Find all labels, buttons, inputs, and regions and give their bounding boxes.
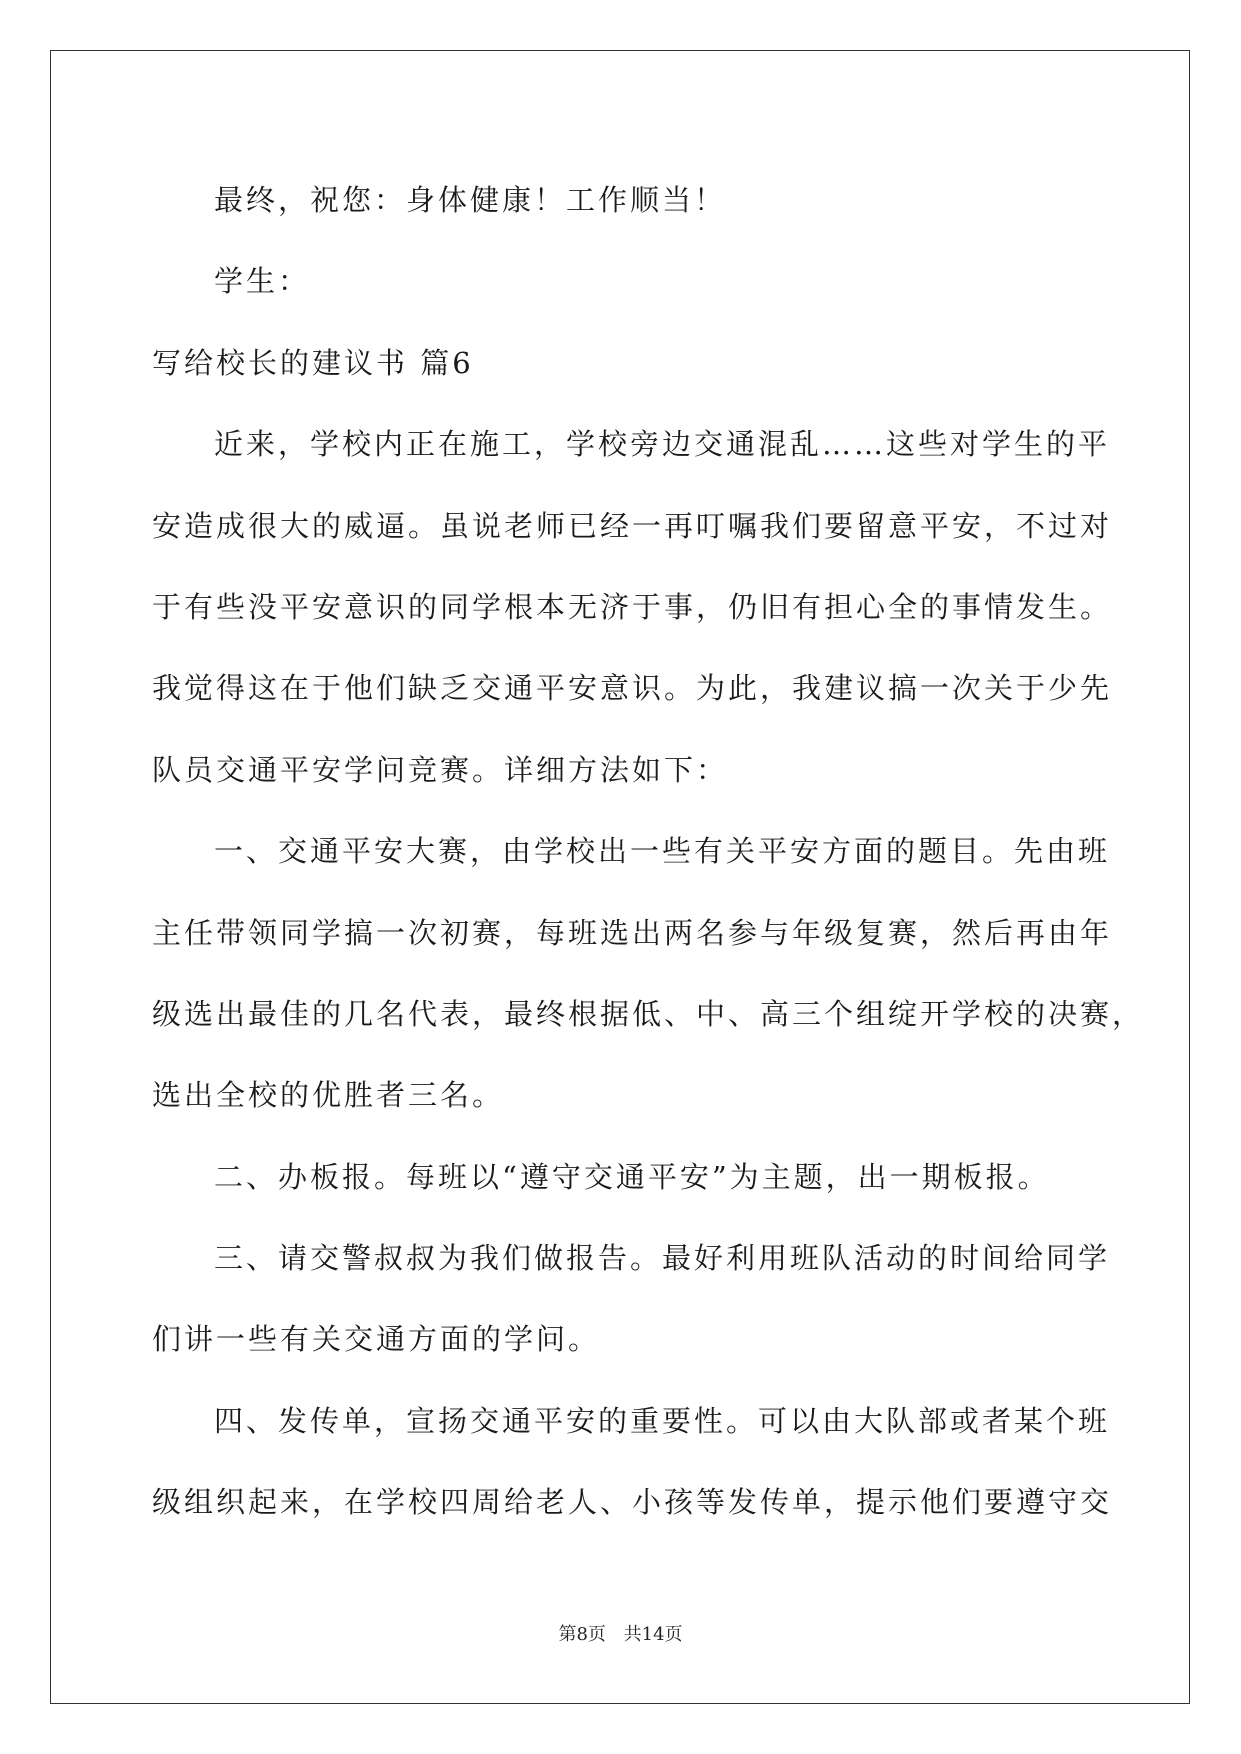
list-item-line: 级选出最佳的几名代表，最终根据低、中、高三个组绽开学校的决赛， [152, 996, 1145, 1031]
page-number: 第8页 [558, 1624, 606, 1645]
list-item-line: 四、发传单，宣扬交通平安的重要性。可以由大队部或者某个班 [214, 1403, 1111, 1438]
paragraph-line: 近来，学校内正在施工，学校旁边交通混乱……这些对学生的平 [214, 427, 1111, 462]
paragraph-line: 安造成很大的威逼。虽说老师已经一再叮嘱我们要留意平安，不过对 [152, 508, 1113, 543]
page-total: 共14页 [623, 1624, 683, 1645]
closing-wish-line: 最终，祝您：身体健康！工作顺当！ [214, 183, 727, 217]
document-body [152, 160, 1145, 1544]
section-heading: 写给校长的建议书 篇6 [152, 345, 474, 380]
list-item-line: 级组织起来，在学校四周给老人、小孩等发传单，提示他们要遵守交 [152, 1485, 1113, 1520]
paragraph-line: 我觉得这在于他们缺乏交通平安意识。为此，我建议搞一次关于少先 [152, 671, 1113, 706]
list-item-line: 三、请交警叔叔为我们做报告。最好利用班队活动的时间给同学 [214, 1241, 1111, 1276]
list-item-line: 二、办板报。每班以“遵守交通平安”为主题，出一期板报。 [214, 1159, 1050, 1194]
list-item-line: 们讲一些有关交通方面的学问。 [152, 1322, 601, 1357]
list-item-line: 选出全校的优胜者三名。 [152, 1078, 505, 1113]
signature-line: 学生： [214, 264, 311, 299]
page-footer [0, 1620, 1241, 1646]
list-item-line: 主任带领同学搞一次初赛，每班选出两名参与年级复赛，然后再由年 [152, 915, 1113, 950]
paragraph-line: 于有些没平安意识的同学根本无济于事，仍旧有担心全的事情发生。 [152, 589, 1113, 624]
list-item-line: 一、交通平安大赛，由学校出一些有关平安方面的题目。先由班 [214, 834, 1111, 869]
paragraph-line: 队员交通平安学问竞赛。详细方法如下： [152, 752, 729, 787]
